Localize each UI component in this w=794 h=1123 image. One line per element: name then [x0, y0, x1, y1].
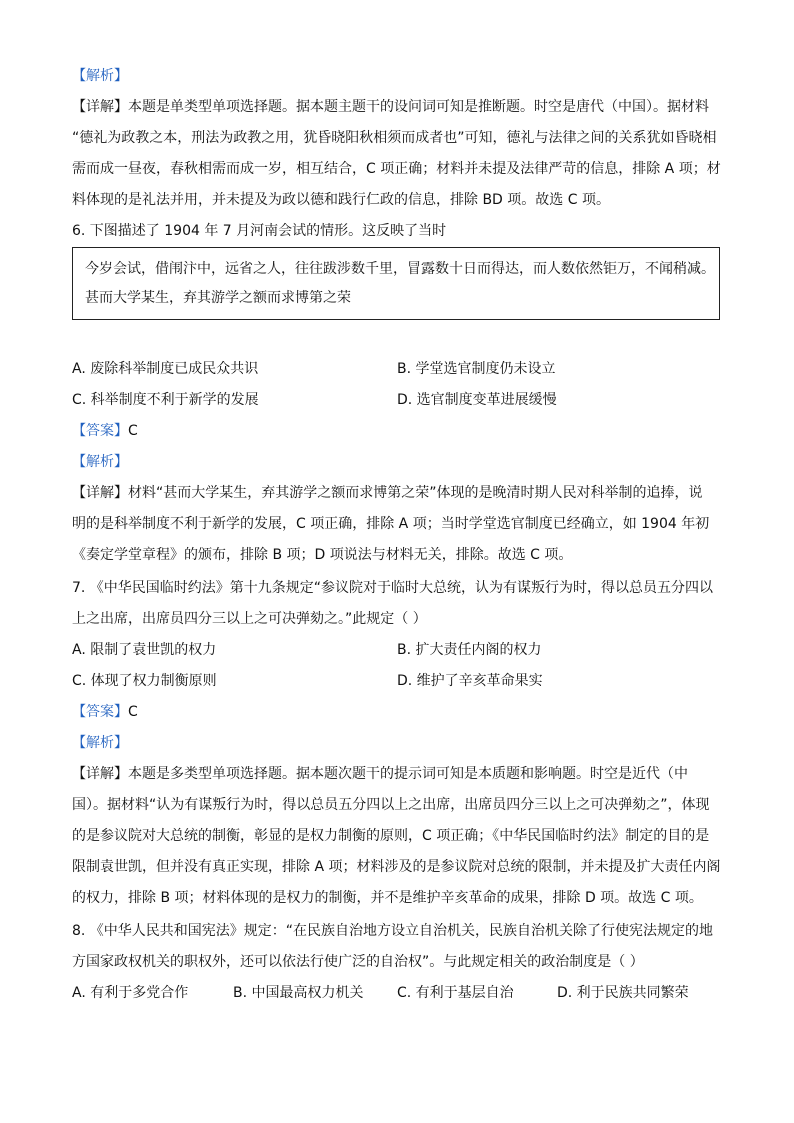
q7-option-b: B. 扩大责任内阁的权力	[397, 642, 542, 658]
q8-stem-line-1: 8. 《中华人民共和国宪法》规定：“在民族自治地方设立自治机关，民族自治机关除了行使宪法规定的地	[72, 923, 714, 939]
q8-option-d: D. 利于民族共同繁荣	[557, 985, 689, 1001]
q7-option-c: C. 体现了权力制衡原则	[72, 673, 217, 689]
q5-analysis-tag: 【解析】	[72, 68, 128, 84]
q7-detail-line-1: 【详解】本题是多类型单项选择题。据本题次题干的提示词可知是本质题和影响题。时空是近代（中	[72, 766, 688, 782]
q6-option-d: D. 选官制度变革进展缓慢	[397, 392, 557, 408]
q6-answer	[72, 422, 732, 440]
q7-stem-line-2: 上之出席，出席员四分三以上之可决弹劾之。”此规定（ ）	[72, 611, 427, 627]
q5-detail-line-4: 料体现的是礼法并用，并未提及为政以德和践行仁政的信息，排除 BD 项。故选 C 项。	[72, 192, 610, 208]
q7-option-d: D. 维护了辛亥革命果实	[397, 673, 543, 689]
q7-detail-line-3: 的是参议院对大总统的制衡，彰显的是权力制衡的原则，C 项正确；《中华民国临时约法》制定的目的是	[72, 828, 710, 844]
q7-detail-line-2: 国）。据材料“认为有谋叛行为时，得以总员五分四以上之出席，出席员四分三以上之可决弹劾之”，体现	[72, 797, 710, 813]
q8-option-c: C. 有利于基层自治	[397, 985, 514, 1001]
q7-option-a: A. 限制了袁世凯的权力	[72, 642, 217, 658]
q6-material-line-2: 甚而大学某生，弃其游学之额而求博第之荣	[85, 290, 351, 306]
q5-detail-line-1: 【详解】本题是单类型单项选择题。据本题主题干的设问词可知是推断题。时空是唐代（中国）。据材料	[72, 99, 709, 115]
q7-answer-tag: 【答案】	[72, 704, 128, 720]
q7-stem-line-1: 7. 《中华民国临时约法》第十九条规定“参议院对于临时大总统，认为有谋叛行为时，得以总员五分四以	[72, 580, 714, 596]
q8-stem-line-2: 方国家政权机关的职权外，还可以依法行使广泛的自治权”。与此规定相关的政治制度是（ ）	[72, 954, 644, 970]
q6-material-box	[72, 247, 720, 320]
q6-analysis-tag: 【解析】	[72, 454, 128, 470]
q6-detail-line-1: 【详解】材料“甚而大学某生，弃其游学之额而求博第之荣”体现的是晚清时期人民对科举制的追捧，说	[72, 485, 703, 501]
q8-option-b: B. 中国最高权力机关	[233, 985, 364, 1001]
q5-detail-line-3: 需而成一昼夜，春秋相需而成一岁，相互结合，C 项正确；材料并未提及法律严苛的信息，排除 A 项；材	[72, 161, 721, 177]
q6-stem: 6. 下图描述了 1904 年 7 月河南会试的情形。这反映了当时	[72, 223, 447, 239]
q5-detail-line-2: “德礼为政教之本，刑法为政教之用，犹昏晓阳秋相须而成者也”可知，德礼与法律之间的关系犹如昏晓相	[72, 130, 717, 146]
q7-answer-value: C	[128, 704, 138, 720]
q6-option-a: A. 废除科举制度已成民众共识	[72, 361, 259, 377]
q8-option-a: A. 有利于多党合作	[72, 985, 189, 1001]
q7-analysis-tag: 【解析】	[72, 735, 128, 751]
q6-material-line-1: 今岁会试，借闱汴中，远省之人，往往跋涉数千里，冒露数十日而得达，而人数依然钜万，不闻稍减。	[85, 261, 715, 277]
q7-answer	[72, 703, 732, 721]
q6-option-b: B. 学堂选官制度仍未设立	[397, 361, 556, 377]
q6-detail-line-3: 《奏定学堂章程》的颁布，排除 B 项；D 项说法与材料无关，排除。故选 C 项。	[72, 547, 573, 563]
q6-option-c: C. 科举制度不利于新学的发展	[72, 392, 259, 408]
q6-detail-line-2: 明的是科举制度不利于新学的发展，C 项正确，排除 A 项；当时学堂选官制度已经确立，如 1904 年初	[72, 516, 710, 532]
q7-detail-line-5: 的权力，排除 B 项；材料体现的是权力的制衡，并不是维护辛亥革命的成果，排除 D 项。故选 C 项。	[72, 890, 703, 906]
q6-answer-tag: 【答案】	[72, 423, 128, 439]
q7-detail-line-4: 限制袁世凯，但并没有真正实现，排除 A 项；材料涉及的是参议院对总统的限制，并未提及扩大责任内阁	[72, 859, 721, 875]
q6-answer-value: C	[128, 423, 138, 439]
